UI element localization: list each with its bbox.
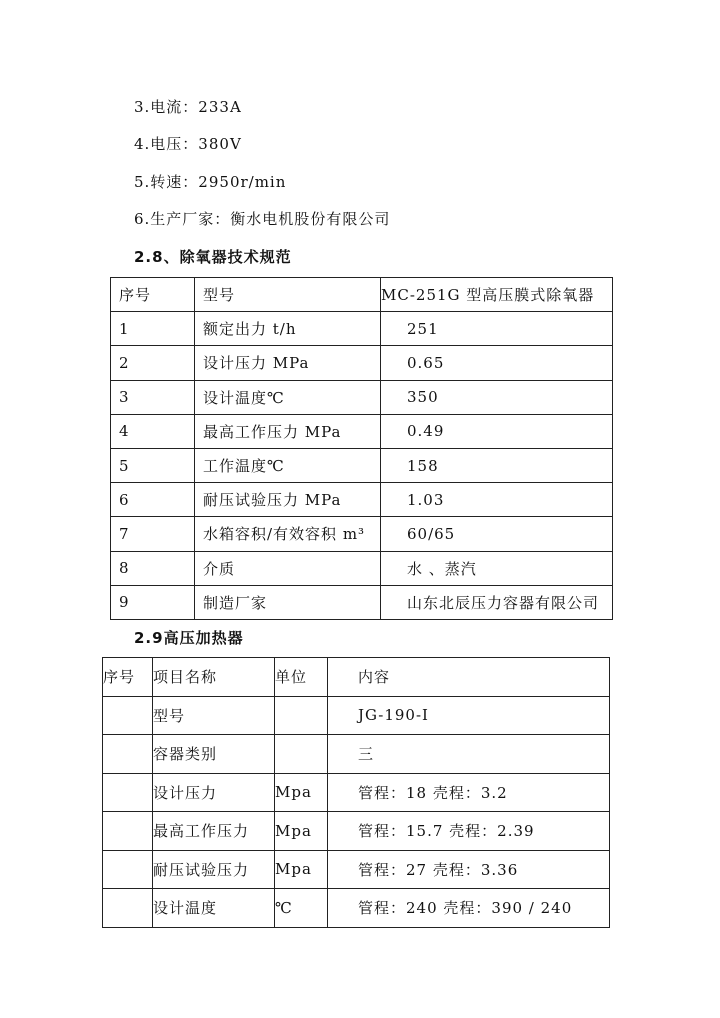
header-value: MC-251G 型高压膜式除氧器 <box>381 278 613 312</box>
table-header-row <box>111 278 613 312</box>
row-value: 水 、蒸汽 <box>381 551 613 585</box>
table-header-row <box>103 658 610 697</box>
row-content: 管程：15.7 壳程：2.39 <box>328 812 610 851</box>
row-unit <box>275 735 328 774</box>
row-item: 介质 <box>195 551 381 585</box>
row-no <box>103 812 153 851</box>
spec-voltage: 4.电压：380V <box>134 135 242 153</box>
row-name: 耐压试验压力 <box>153 850 275 889</box>
section-title-heater: 2.9高压加热器 <box>134 629 244 647</box>
row-no <box>103 773 153 812</box>
table-row <box>103 773 610 812</box>
table-row <box>103 812 610 851</box>
row-item: 工作温度℃ <box>195 448 381 482</box>
row-unit: Mpa <box>275 812 328 851</box>
row-no: 9 <box>111 585 195 619</box>
table-row <box>111 448 613 482</box>
row-unit: Mpa <box>275 850 328 889</box>
table-row <box>111 380 613 414</box>
row-content: 管程：18 壳程：3.2 <box>328 773 610 812</box>
table-row <box>111 414 613 448</box>
row-unit <box>275 696 328 735</box>
row-name: 型号 <box>153 696 275 735</box>
row-value: 0.65 <box>381 346 613 380</box>
row-content: JG-190-I <box>328 696 610 735</box>
row-item: 最高工作压力 MPa <box>195 414 381 448</box>
header-no: 序号 <box>103 658 153 697</box>
table-row <box>111 585 613 619</box>
header-no: 序号 <box>111 278 195 312</box>
header-unit: 单位 <box>275 658 328 697</box>
row-content: 管程：240 壳程：390 / 240 <box>328 889 610 928</box>
table-row <box>111 551 613 585</box>
row-no: 1 <box>111 312 195 346</box>
row-item: 额定出力 t/h <box>195 312 381 346</box>
row-item: 制造厂家 <box>195 585 381 619</box>
heater-spec-table <box>102 657 610 928</box>
row-name: 设计压力 <box>153 773 275 812</box>
row-no: 6 <box>111 483 195 517</box>
row-no <box>103 735 153 774</box>
row-item: 设计压力 MPa <box>195 346 381 380</box>
table-row <box>103 735 610 774</box>
row-name: 最高工作压力 <box>153 812 275 851</box>
row-value: 251 <box>381 312 613 346</box>
row-value: 350 <box>381 380 613 414</box>
row-unit: ℃ <box>275 889 328 928</box>
table-row <box>111 483 613 517</box>
spec-speed: 5.转速：2950r/min <box>134 173 287 191</box>
row-value: 158 <box>381 448 613 482</box>
row-unit: Mpa <box>275 773 328 812</box>
row-content: 三 <box>328 735 610 774</box>
header-content: 内容 <box>328 658 610 697</box>
row-no: 7 <box>111 517 195 551</box>
table-row <box>103 696 610 735</box>
table-row <box>103 889 610 928</box>
row-no: 8 <box>111 551 195 585</box>
header-item: 型号 <box>195 278 381 312</box>
table-row <box>111 346 613 380</box>
row-no: 4 <box>111 414 195 448</box>
spec-manufacturer: 6.生产厂家：衡水电机股份有限公司 <box>134 210 391 228</box>
row-value: 60/65 <box>381 517 613 551</box>
row-item: 水箱容积/有效容积 m³ <box>195 517 381 551</box>
table-row <box>111 312 613 346</box>
row-no: 2 <box>111 346 195 380</box>
row-name: 容器类别 <box>153 735 275 774</box>
spec-current: 3.电流：233A <box>134 98 242 116</box>
row-value: 1.03 <box>381 483 613 517</box>
row-no: 5 <box>111 448 195 482</box>
table-row <box>103 850 610 889</box>
row-no: 3 <box>111 380 195 414</box>
row-no <box>103 889 153 928</box>
row-item: 耐压试验压力 MPa <box>195 483 381 517</box>
row-item: 设计温度℃ <box>195 380 381 414</box>
row-name: 设计温度 <box>153 889 275 928</box>
row-no <box>103 850 153 889</box>
row-value: 山东北辰压力容器有限公司 <box>381 585 613 619</box>
deaerator-spec-table <box>110 277 613 620</box>
section-title-deaerator: 2.8、除氧器技术规范 <box>134 248 292 266</box>
table-row <box>111 517 613 551</box>
row-no <box>103 696 153 735</box>
row-value: 0.49 <box>381 414 613 448</box>
row-content: 管程：27 壳程：3.36 <box>328 850 610 889</box>
header-name: 项目名称 <box>153 658 275 697</box>
